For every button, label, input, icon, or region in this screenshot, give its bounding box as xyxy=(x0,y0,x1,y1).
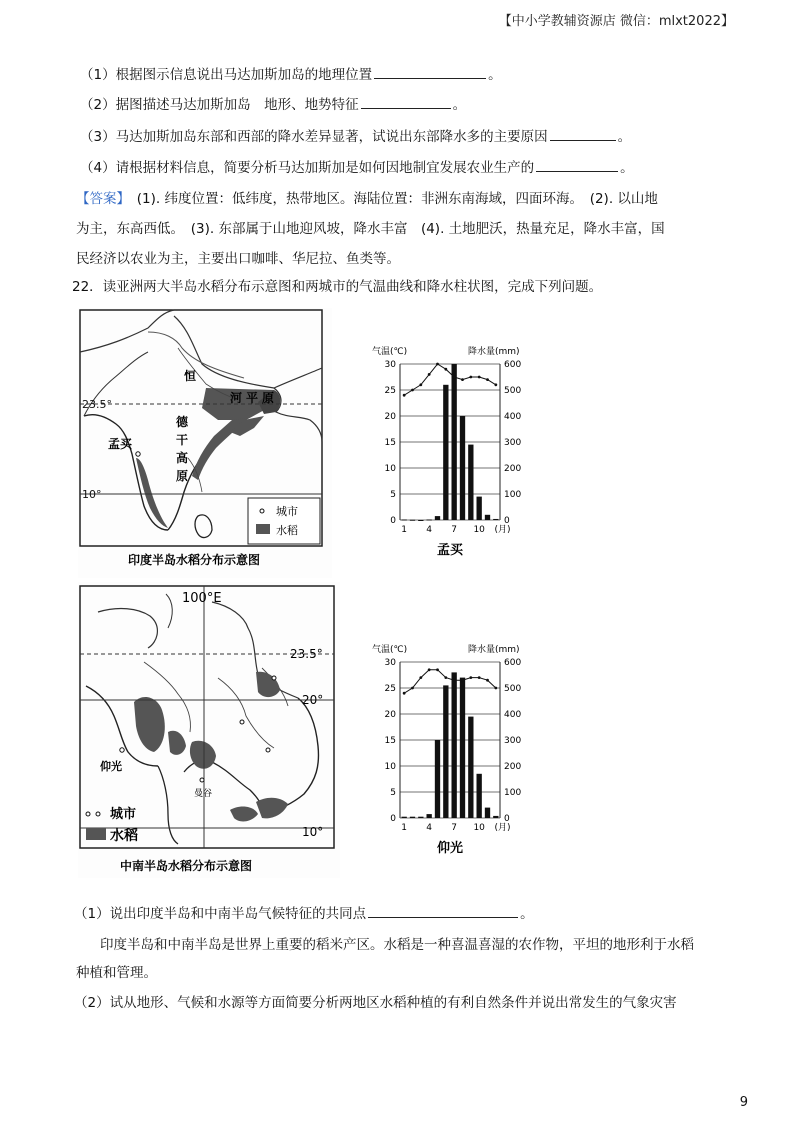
question-3 xyxy=(80,126,631,147)
climate-chart-mumbai xyxy=(370,340,530,568)
legend-city-label: 城市 xyxy=(110,807,137,822)
temp-tick-label: 30 xyxy=(384,360,396,370)
precip-bar xyxy=(443,385,448,520)
precip-bar xyxy=(485,515,490,520)
precip-tick-label: 400 xyxy=(504,710,522,720)
precip-bar xyxy=(418,817,423,818)
precip-bar xyxy=(468,717,473,818)
precip-tick-label: 100 xyxy=(504,490,522,500)
temp-tick-label: 5 xyxy=(390,788,396,798)
precip-tick-label: 200 xyxy=(504,464,522,474)
answer-line-1 xyxy=(76,189,658,209)
temperature-point xyxy=(444,676,447,679)
question-text: （4）请根据材料信息，简要分析马达加斯加是如何因地制宜发展农业生产的 xyxy=(80,160,535,176)
answer-blank xyxy=(374,64,486,79)
plateau-char-1: 德 xyxy=(176,415,189,429)
precip-bar xyxy=(410,817,415,818)
temperature-point xyxy=(419,383,422,386)
month-tick-label: (月) xyxy=(494,823,511,833)
bangkok-city-marker xyxy=(200,778,204,782)
temperature-point xyxy=(419,676,422,679)
temperature-point xyxy=(494,687,497,690)
city-marker xyxy=(266,748,270,752)
precip-bar xyxy=(485,808,490,818)
precip-bar xyxy=(435,516,440,520)
precip-tick-label: 0 xyxy=(504,516,510,526)
plain-char-3: 平 xyxy=(246,391,259,405)
temperature-point xyxy=(486,378,489,381)
india-map-svg xyxy=(78,308,332,578)
precip-bar xyxy=(443,685,448,818)
temperature-point xyxy=(411,687,414,690)
temp-tick-label: 5 xyxy=(390,490,396,500)
temperature-point xyxy=(428,668,431,671)
temperature-point xyxy=(494,383,497,386)
period: 。 xyxy=(452,97,467,113)
temperature-point xyxy=(436,363,439,366)
mumbai-city-marker xyxy=(136,452,140,456)
legend-city-label: 城市 xyxy=(276,505,298,518)
precip-tick-label: 500 xyxy=(504,386,522,396)
climate-chart-yangon xyxy=(370,638,530,866)
material-line-1: 印度半岛和中南半岛是世界上重要的稻米产区。水稻是一种喜温喜湿的农作物，平坦的地形利于水稻 xyxy=(100,937,694,953)
plateau-char-4: 原 xyxy=(176,469,189,483)
precip-bar xyxy=(435,740,440,818)
temp-tick-label: 25 xyxy=(384,386,396,396)
legend-city-icon xyxy=(260,509,264,513)
climate-chart-svg xyxy=(370,340,530,568)
page-number: 9 xyxy=(739,1095,748,1110)
precip-tick-label: 600 xyxy=(504,360,522,370)
temp-axis-label: 气温(℃) xyxy=(372,645,408,655)
city-label-yangon: 仰光 xyxy=(100,760,122,773)
temp-tick-label: 10 xyxy=(384,762,396,772)
temp-tick-label: 0 xyxy=(390,814,396,824)
temperature-point xyxy=(403,692,406,695)
month-tick-label: 7 xyxy=(451,525,458,535)
precip-bar xyxy=(410,520,415,521)
indochina-rice-map xyxy=(78,582,340,878)
temp-axis-label: 气温(℃) xyxy=(372,347,408,357)
lat-label-23: 23.5° xyxy=(82,398,112,411)
city-label-bangkok: 曼谷 xyxy=(194,789,213,799)
temperature-point xyxy=(436,668,439,671)
question-text: （2）据图描述马达加斯加岛 地形、地势特征 xyxy=(80,97,359,113)
precip-tick-label: 400 xyxy=(504,412,522,422)
yangon-city-marker xyxy=(120,748,124,752)
city-label-mumbai: 孟买 xyxy=(108,437,133,451)
q22-part-1 xyxy=(74,903,534,924)
city-marker xyxy=(272,676,276,680)
temperature-point xyxy=(453,679,456,682)
legend-rice-swatch xyxy=(86,828,106,840)
precip-bar xyxy=(493,519,498,520)
temperature-point xyxy=(461,378,464,381)
temp-tick-label: 10 xyxy=(384,464,396,474)
temperature-point xyxy=(453,376,456,379)
period: 。 xyxy=(620,160,634,176)
city-marker xyxy=(240,720,244,724)
precip-bar xyxy=(452,672,457,818)
month-tick-label: 4 xyxy=(426,525,433,535)
legend-rice-label: 水稻 xyxy=(110,828,138,844)
precip-tick-label: 600 xyxy=(504,658,522,668)
legend-rice-label: 水稻 xyxy=(276,524,298,537)
temperature-point xyxy=(403,394,406,397)
lat-label-10: 10° xyxy=(82,488,102,501)
precip-tick-label: 300 xyxy=(504,736,522,746)
precip-tick-label: 300 xyxy=(504,438,522,448)
q22-part-2: （2）试从地形、气候和水源等方面简要分析两地区水稻种植的有利自然条件并说出常发生的气象灾害 xyxy=(74,995,677,1011)
month-tick-label: 1 xyxy=(401,525,408,535)
answer-blank xyxy=(550,126,616,141)
precip-bar xyxy=(477,497,482,520)
legend-city-icon xyxy=(86,812,90,816)
map-caption-india: 印度半岛水稻分布示意图 xyxy=(128,553,261,567)
temperature-point xyxy=(486,679,489,682)
temperature-point xyxy=(478,676,481,679)
material-line-2: 种植和管理。 xyxy=(76,965,157,981)
temperature-point xyxy=(428,373,431,376)
indochina-map-svg xyxy=(78,582,340,878)
month-tick-label: 4 xyxy=(426,823,433,833)
answer-tag: 【答案】 xyxy=(76,191,124,207)
precip-bar xyxy=(460,678,465,818)
period: 。 xyxy=(488,67,502,83)
climate-chart-svg xyxy=(370,638,530,866)
temp-tick-label: 30 xyxy=(384,658,396,668)
temperature-point xyxy=(478,376,481,379)
period: 。 xyxy=(617,129,632,145)
city-name-label: 孟买 xyxy=(436,543,464,558)
india-rice-map xyxy=(78,308,332,578)
plain-char-4: 原 xyxy=(262,391,275,405)
lon-label-100: 100°E xyxy=(182,591,222,606)
temperature-line xyxy=(404,670,496,693)
city-name-label: 仰光 xyxy=(436,841,464,856)
plain-char-2: 河 xyxy=(230,391,243,405)
answer-line-2: 为主，东高西低。 (3). 东部属于山地迎风坡，降水丰富 (4). 土地肥沃，热量充足，降水丰富，国 xyxy=(76,221,665,237)
precip-bar xyxy=(493,816,498,818)
precip-bar xyxy=(402,519,407,520)
temp-tick-label: 20 xyxy=(384,412,396,422)
precip-tick-label: 0 xyxy=(504,814,510,824)
plateau-char-3: 高 xyxy=(176,451,189,465)
question-1 xyxy=(80,64,502,85)
legend-rice-swatch xyxy=(256,524,270,534)
temp-tick-label: 15 xyxy=(384,438,396,448)
precip-bar xyxy=(427,814,432,818)
temperature-line xyxy=(404,364,496,395)
temp-tick-label: 20 xyxy=(384,710,396,720)
temp-tick-label: 25 xyxy=(384,684,396,694)
temp-tick-label: 0 xyxy=(390,516,396,526)
temp-tick-label: 15 xyxy=(384,736,396,746)
temperature-point xyxy=(461,679,464,682)
month-tick-label: 1 xyxy=(401,823,408,833)
temperature-point xyxy=(444,368,447,371)
answer-text: (1). 纬度位置：低纬度，热带地区。海陆位置：非洲东南海域，四面环海。 (2). 以山地 xyxy=(123,191,658,207)
precip-bar xyxy=(418,520,423,521)
answer-blank xyxy=(536,157,618,172)
answer-blank xyxy=(361,94,451,109)
question-2 xyxy=(80,94,466,115)
answer-blank xyxy=(368,903,518,918)
precip-bar xyxy=(460,416,465,520)
period: 。 xyxy=(520,906,534,922)
precip-tick-label: 200 xyxy=(504,762,522,772)
temperature-point xyxy=(411,389,414,392)
temperature-point xyxy=(469,376,472,379)
question-4 xyxy=(80,157,634,178)
question-text: （3）马达加斯加岛东部和西部的降水差异显著，试说出东部降水多的主要原因 xyxy=(80,129,548,145)
precip-bar xyxy=(452,364,457,520)
question-22-title: 22．读亚洲两大半岛水稻分布示意图和两城市的气温曲线和降水柱状图，完成下列问题。 xyxy=(72,279,603,295)
precip-tick-label: 500 xyxy=(504,684,522,694)
question-text: （1）根据图示信息说出马达加斯加岛的地理位置 xyxy=(80,67,373,83)
month-tick-label: 7 xyxy=(451,823,458,833)
temperature-point xyxy=(469,676,472,679)
month-tick-label: 10 xyxy=(473,823,485,833)
precip-axis-label: 降水量(mm) xyxy=(468,347,520,357)
answer-line-3: 民经济以农业为主，主要出口咖啡、华尼拉、鱼类等。 xyxy=(76,251,400,267)
precip-bar xyxy=(468,445,473,520)
map-caption-indochina: 中南半岛水稻分布示意图 xyxy=(120,859,253,873)
month-tick-label: 10 xyxy=(473,525,485,535)
page-header: 【中小学教辅资源店 微信：mlxt2022】 xyxy=(498,14,734,29)
lat-label-10: 10° xyxy=(302,825,324,839)
lat-label-20: 20° xyxy=(302,693,324,707)
precip-bar xyxy=(402,817,407,818)
precip-tick-label: 100 xyxy=(504,788,522,798)
precip-bar xyxy=(477,774,482,818)
question-text: （1）说出印度半岛和中南半岛气候特征的共同点 xyxy=(74,906,367,922)
plateau-char-2: 干 xyxy=(176,433,189,447)
precip-axis-label: 降水量(mm) xyxy=(468,645,520,655)
legend-city-icon xyxy=(96,812,100,816)
month-tick-label: (月) xyxy=(494,525,511,535)
lat-label-23: 23.5° xyxy=(290,647,323,661)
precip-bar xyxy=(427,519,432,520)
plain-char-1: 恒 xyxy=(184,369,197,383)
